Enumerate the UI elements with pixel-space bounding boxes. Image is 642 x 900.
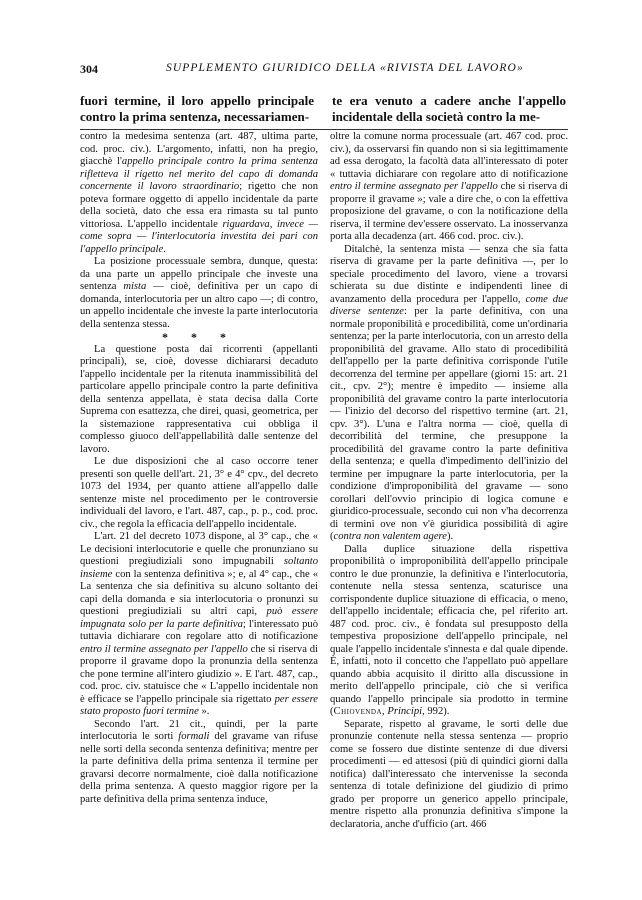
running-title: SUPPLEMENTO GIURIDICO DELLA «RIVISTA DEL LAVORO»	[166, 62, 524, 74]
paragraph: Le due disposizioni che al caso occorre tener presenti son quelle dell'art. 21, 3° e 4° cpv., del decreto 1073 del 1934, per quanto attiene all'appello dalle sentenze miste nel procedimento per le controversie individuali del lavoro, e l'art. 487, cap., p. p., cod. proc. civ., che regola la efficacia dell'appello incidentale.	[80, 456, 318, 530]
lead-text-right: te era venuto a cadere anche l'appello incidentale della società contro la me-	[332, 93, 566, 124]
paragraph: La questione posta dai ricorrenti (appellanti principali), se, cioè, dovesse dichiararsi decaduto l'appello incidentale per la ritenuta inammissibilità del particolare appello principale contro la parte definitiva della sentenza appellata, è stata decisa dalla Corte Suprema con esattezza, che direi, quasi, geometrica, per la sistemazione rappresentativa cui obbliga il complesso giuoco dell'appellabilità dalle sentenze del lavoro.	[80, 343, 318, 455]
paragraph: La posizione processuale sembra, dunque, questa: da una parte un appello principale che investe una sentenza mista — cioè, definitiva per un capo di domanda, interlocutoria per un altro capo —; di contro, un appello incidentale che investe la parte interlocutoria della sentenza stessa.	[80, 256, 318, 330]
paragraph: Separate, rispetto al gravame, le sorti delle due pronunzie contenute nella stessa sentenza — proprio come se fossero due distinte sentenze di due diversi procedimenti — ed attesosi (più di quindici giorni dalla notifica) dall'interessato che intervenisse la seconda sentenza di totale definizione del giudizio di primo grado per proporre un generico appello principale, mentre rispetto alla pronunzia definitiva s'impone la declaratoria, anche d'ufficio (art. 466	[330, 718, 568, 830]
paragraph: Ditalchè, la sentenza mista — senza che sia fatta riserva di gravame per la parte definitiva —, per lo speciale procedimento del lavoro, viene a trovarsi schierata su due distinte e indipendenti linee di avanzamento della procedura per l'appello, come due diverse sentenze: per la parte definitiva, con una normale proponibilità e procedibilità, come un'ordinaria sentenza; per la parte interlocutoria, con un arresto della proponibilità del gravame. Allo stato di procedibilità dell'appello per la parte definitiva corrisponde l'utile decorrenza del termine per appellare (giorni 15: art. 21 cit., cpv. 2°); mentre è impedito — insieme alla proponibilità del gravame contro la parte interlocutoria — l'inizio del decorso del rispettivo termine (art. 21, cpv. 3°). L'una e l'altra norma — cioè, quella di decorribilità del termine, che presuppone la procedibilità del gravame contro la parte definitiva della sentenza; e quella d'impedimento dell'inizio del termine per impugnare la parte interlocutoria, per la condizione d'improponibilità del gravame — sono corollari dell'ovvio principio di logica comune e giuridico-processuale, secondo cui non v'ha decorrenza di termini ove non v'è giuridica possibilità di agire (contra non valentem agere).	[330, 243, 568, 542]
page-number: 304	[80, 62, 98, 76]
lead-text-left: fuori termine, il loro appello principale contro la prima sentenza, necessariamen-	[80, 93, 314, 124]
lead-paragraph-left	[80, 93, 314, 125]
separator-rule	[80, 129, 568, 130]
paragraph: Dalla duplice situazione della rispettiva proponibilità o improponibilità dell'appello principale contro le due pronunzie, la definitiva e l'interlocutoria, contenute nella stessa sentenza, scaturisce una corrispondente duplice situazione di efficacia, o meno, dell'appello incidentale; efficacia che, pel riferito art. 487 cod. proc. civ., è fondata sul presupposto della tempestiva proposizione dell'appello principale, nel quale l'appello incidentale s'innesta e dal quale dipende. È, infatti, noto il concetto che l'appellato può appellare quando abbia acquisito il diritto alla discussione in merito dell'appello principale, ciò che si verifica quando l'appello principale sia prodotto in termine (Chiovenda, Principi, 992).	[330, 543, 568, 717]
paragraph: contro la medesima sentenza (art. 487, ultima parte, cod. proc. civ.). L'argomento, infatti, non ha pregio, giacchè l'appello principale contro la prima sentenza rifletteva il rigetto nel merito del capo di domanda concernente il lavoro straordinario; rigetto che non poteva formare oggetto di appello incidentale da parte della società, dato che essa era rimasta su tal punto vittoriosa. L'appello incidentale riguardava, invece — come sopra — l'interlocutoria investita dei pari con l'appello principale.	[80, 131, 318, 255]
section-separator: * * *	[162, 330, 236, 344]
paragraph: oltre la comune norma processuale (art. 467 cod. proc. civ.), da osservarsi fin quando non si sia legittimamente ad essa derogato, la facoltà data all'interessato di poter « tuttavia dichiarare con regolare atto di notificazione entro il termine assegnato per l'appello che si riserva di proporre il gravame »; vale a dire che, o con la effettiva proposizione del gravame, o con la notificazione della riserva, il termine dev'essere osservato. La inosservanza porta alla decadenza (art. 466 cod. proc. civ.).	[330, 131, 568, 242]
page-header	[80, 62, 568, 82]
paragraph: Secondo l'art. 21 cit., quindi, per la parte interlocutoria le sorti formali del gravame van rifuse nelle sorti della seconda sentenza definitiva; mentre per la parte definitiva della prima sentenza il termine per gravarsi decorre normalmente, cioè dalla notificazione della prima sentenza. A questo maggior rigore per la parte definitiva della prima sentenza induce,	[80, 718, 318, 805]
right-column	[330, 131, 568, 893]
paragraph: L'art. 21 del decreto 1073 dispone, al 3° cap., che « Le decisioni interlocutorie e quelle che pronunziano su questioni pregiudiziali sono impugnabili soltanto insieme con la sentenza definitiva »; e, al 4° cap., che « La sentenza che sia definitiva su alcuno soltanto dei capi della domanda e sia interlocutoria o pronunzi su questioni pregiudiziali su altri capi, può essere impugnata solo per la parte definitiva; l'interessato può tuttavia dichiarare con regolare atto di notificazione entro il termine assegnato per l'appello che si riserva di proporre il gravame dopo la pronunzia della sentenza che pone termine all'intero giudizio ». E l'art. 487, cap., cod. proc. civ. statuisce che « L'appello incidentale non è efficace se l'appello principale sia rigettato per essere stato proposto fuori termine ».	[80, 531, 318, 717]
left-column	[80, 131, 318, 893]
lead-paragraph-right	[332, 93, 566, 125]
